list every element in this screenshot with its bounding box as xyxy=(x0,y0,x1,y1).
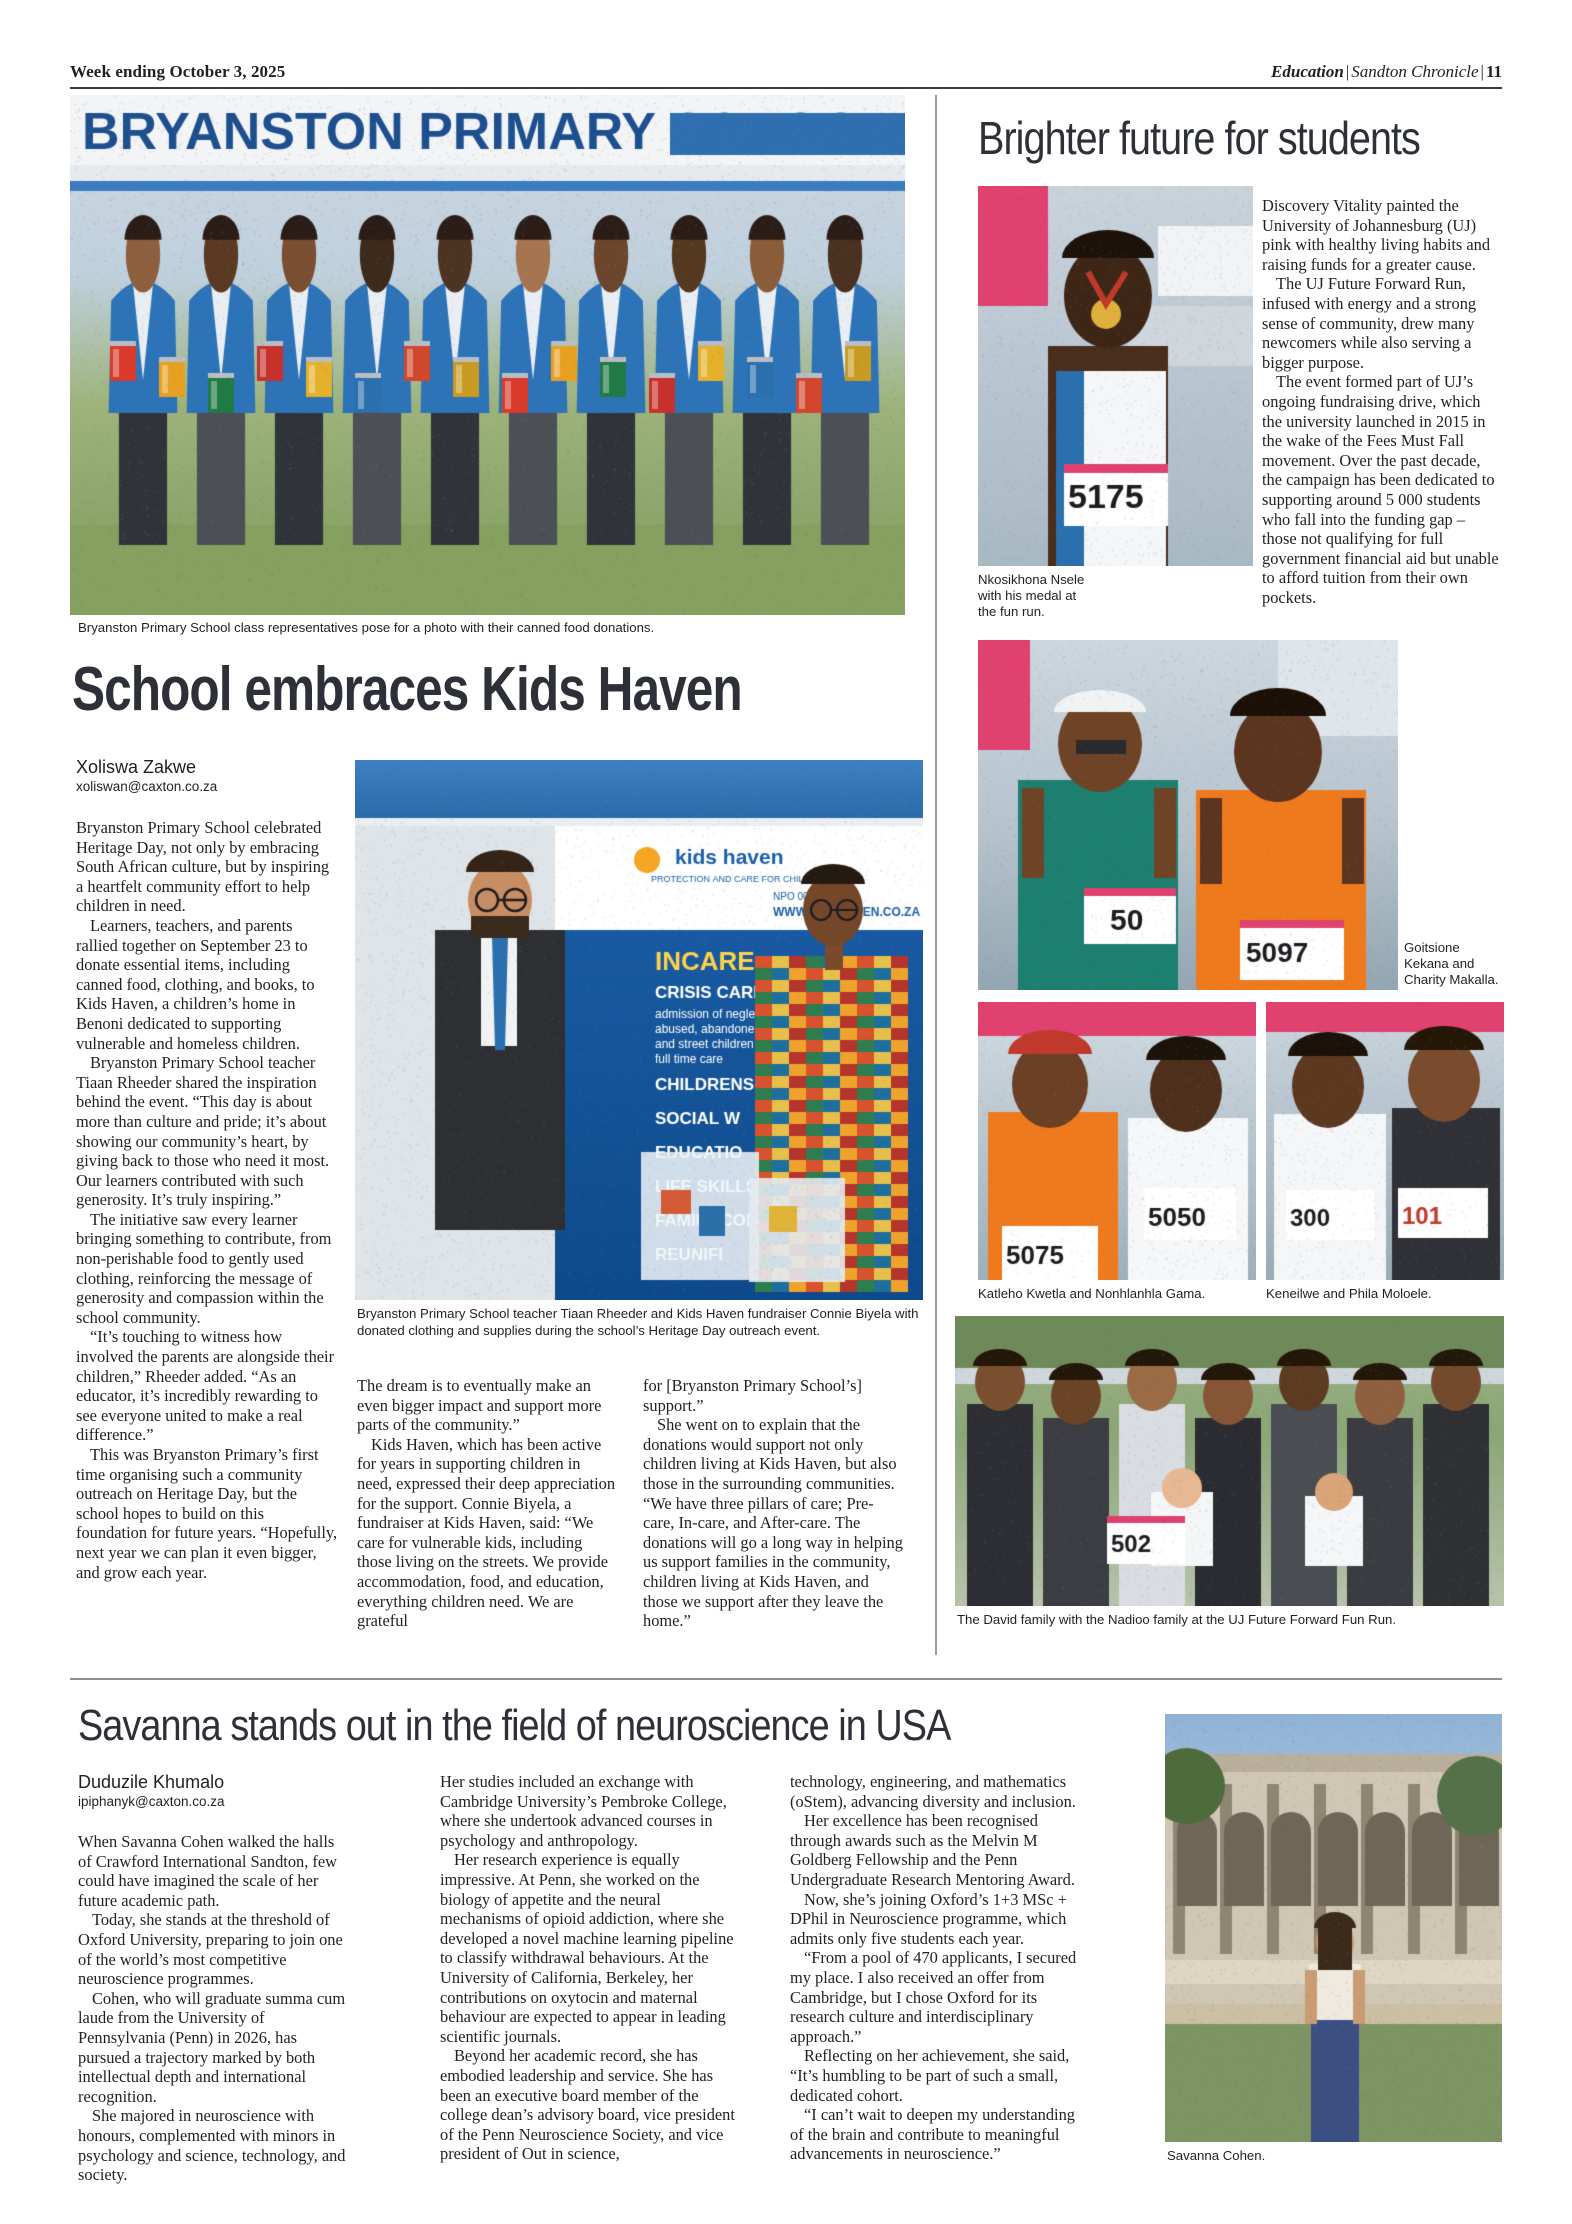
savanna-byline xyxy=(78,1772,358,1810)
hero-photo-caption: Bryanston Primary School class representatives pose for a photo with their canned food donations. xyxy=(78,620,655,635)
paragraph: Reflecting on her achievement, she said, “It’s humbling to be part of such a small, dedicated cohort. xyxy=(790,2046,1070,2105)
main-story-column-3 xyxy=(643,1376,905,1631)
uj-photo-katleho-caption: Katleho Kwetla and Nonhlanhla Gama. xyxy=(978,1286,1206,1301)
paragraph: Her excellence has been recognised through awards such as the Melvin M Goldberg Fellowship and the Penn Undergraduate Research Mentoring Award. xyxy=(790,1811,1075,1889)
inset-photo-teacher-fundraiser xyxy=(355,760,923,1300)
paragraph: Her studies included an exchange with Cambridge University’s Pembroke College, where she undertook advanced courses in psychology and anthropology. xyxy=(440,1772,727,1850)
paragraph: Bryanston Primary School teacher Tiaan Rheeder shared the inspiration behind the event. “This day is about more than culture and pride; it’s about showing our community’s heart, by giving back to those who need it most. Our learners contributed with such generosity. It’s truly inspiring.” xyxy=(76,1053,330,1210)
paragraph: “I can’t wait to deepen my understanding of the brain and contribute to meaningful advancements in neuroscience.” xyxy=(790,2105,1075,2164)
paragraph: The dream is to eventually make an even bigger impact and support more parts of the community.” xyxy=(357,1376,602,1435)
masthead-publication: Sandton Chronicle xyxy=(1351,62,1479,81)
savanna-story-column-2 xyxy=(440,1772,740,2164)
paragraph: The event formed part of UJ’s ongoing fundraising drive, which the university launched in 2015 in the wake of the Fees Must Fall movement. Over the past decade, the campaign has been dedicated to supporting around 5 000 students who fall into the funding gap – those not qualifying for full government financial aid but unable to afford tuition from their own pockets. xyxy=(1262,372,1499,607)
masthead-date: Week ending October 3, 2025 xyxy=(70,62,286,81)
savanna-photo xyxy=(1165,1714,1502,2142)
savanna-story-column-3 xyxy=(790,1772,1090,2164)
paragraph: The UJ Future Forward Run, infused with energy and a strong sense of community, drew many newcomers while also serving a bigger purpose. xyxy=(1262,274,1477,372)
paragraph: Now, she’s joining Oxford’s 1+3 MSc + DPhil in Neuroscience programme, which admits only five students each year. xyxy=(790,1889,1067,1948)
uj-photo-david-family xyxy=(955,1316,1504,1606)
paragraph: Beyond her academic record, she has embodied leadership and service. She has been an executive board member of the college dean’s advisory board, vice president of the Penn Neuroscience Society, and vice president of Out in science, xyxy=(440,2046,735,2164)
paragraph: Today, she stands at the threshold of Oxford University, preparing to join one of the world’s most competitive neuroscience programmes. xyxy=(78,1910,343,1989)
byline-author-email: xoliswan@caxton.co.za xyxy=(76,779,218,794)
savanna-photo-caption: Savanna Cohen. xyxy=(1167,2148,1266,2163)
uj-photo-keneilwe-phila xyxy=(1266,1002,1504,1280)
paragraph: Bryanston Primary School celebrated Heritage Day, not only by embracing South African culture, but by inspiring a heartfelt community effort to help children in need. xyxy=(76,818,330,916)
masthead-section-label: Education xyxy=(1271,62,1344,81)
main-story-column-2 xyxy=(357,1376,619,1631)
main-story-column-1 xyxy=(76,818,338,1582)
paragraph: She went on to explain that the donations would support not only children living at Kids Haven, but also those in the surrounding communities. “We have three pillars of care; Pre-care, In-care, and After-care. The donations will go a long way in helping us support families in the community, children living at Kids Haven, and those we support after they leave the home.” xyxy=(643,1415,903,1631)
uj-photo-katleho-nonhlanhla xyxy=(978,1002,1256,1280)
savanna-headline: Savanna stands out in the field of neuroscience in USA xyxy=(78,1701,951,1750)
column-divider-vertical xyxy=(935,95,937,1655)
uj-photo-keneilwe-caption: Keneilwe and Phila Moloele. xyxy=(1266,1286,1432,1301)
hero-photo-school-learners xyxy=(70,95,905,615)
uj-photo-goitsione-caption: Goitsione Kekana and Charity Makalla. xyxy=(1404,940,1499,987)
uj-headline: Brighter future for students xyxy=(978,112,1420,164)
masthead-separator-1: | xyxy=(1345,62,1350,81)
masthead-separator-2: | xyxy=(1480,62,1484,81)
main-byline xyxy=(76,757,356,795)
paragraph: Discovery Vitality painted the University of Johannesburg (UJ) pink with healthy living habits and raising funds for a greater cause. xyxy=(1262,196,1491,274)
paragraph: She majored in neuroscience with honours, complemented with minors in psychology and science, technology, and society. xyxy=(78,2106,346,2185)
paragraph: “From a pool of 470 applicants, I secured my place. I also received an offer from Cambridge, but I chose Oxford for its research culture and interdisciplinary approach.” xyxy=(790,1948,1077,2046)
paragraph: technology, engineering, and mathematics (oStem), advancing diversity and inclusion. xyxy=(790,1772,1076,1811)
uj-photo-goitsione-charity xyxy=(978,640,1398,990)
uj-story-column xyxy=(1262,196,1500,607)
paragraph: Cohen, who will graduate summa cum laude from the University of Pennsylvania (Penn) in 2026, has pursued a trajectory marked by both intellectual depth and international recognition. xyxy=(78,1988,346,2106)
section-divider-rule xyxy=(70,1678,1502,1680)
byline-author-name: Xoliswa Zakwe xyxy=(76,757,197,777)
uj-photo-nkosikhona xyxy=(978,186,1253,566)
masthead-section-page xyxy=(1271,62,1502,82)
paragraph: This was Bryanston Primary’s first time organising such a community outreach on Heritage Day, but the school hopes to build on this foundation for future years. “Hopefully, next year we can plan it even bigger, and grow each year. xyxy=(76,1445,338,1582)
paragraph: Her research experience is equally impressive. At Penn, she worked on the biology of appetite and the neural mechanisms of opioid addiction, where she developed a novel machine learning pipeline to classify withdrawal behaviours. At the University of California, Berkeley, her contributions on oxytocin and maternal behaviour are expected to appear in leading scientific journals. xyxy=(440,1850,734,2046)
paragraph: Learners, teachers, and parents rallied together on September 23 to donate essential items, including canned food, clothing, and books, to Kids Haven, a children’s home in Benoni dedicated to supporting vulnerable and homeless children. xyxy=(76,915,315,1053)
uj-photo-david-family-caption: The David family with the Nadioo family at the UJ Future Forward Fun Run. xyxy=(957,1612,1397,1627)
paragraph: “It’s touching to witness how involved the parents are alongside their children,” Rheeder added. “As an educator, it’s incredibly rewarding to see everyone united to make a real difference.” xyxy=(76,1327,335,1445)
main-headline: School embraces Kids Haven xyxy=(72,655,742,724)
savanna-byline-author-email: ipiphanyk@caxton.co.za xyxy=(78,1794,225,1809)
masthead xyxy=(70,62,1502,89)
paragraph: The initiative saw every learner bringing something to contribute, from non-perishable food to gently used clothing, reinforcing the message of generosity and compassion within the school community. xyxy=(76,1209,332,1327)
uj-photo-nkosikhona-caption: Nkosikhona Nsele with his medal at the fun run. xyxy=(978,572,1085,619)
paragraph: for [Bryanston Primary School’s] support.” xyxy=(643,1376,862,1415)
paragraph: Kids Haven, which has been active for years in supporting children in need, expressed their deep appreciation for the support. Connie Biyela, a fundraiser at Kids Haven, said: “We care for vulnerable kids, including those living on the streets. We provide accommodation, food, and education, everything children need. We are grateful xyxy=(357,1434,616,1631)
savanna-byline-author-name: Duduzile Khumalo xyxy=(78,1772,225,1792)
masthead-page-number: 11 xyxy=(1485,62,1502,81)
savanna-story-column-1 xyxy=(78,1832,346,2185)
inset-photo-caption: Bryanston Primary School teacher Tiaan Rheeder and Kids Haven fundraiser Connie Biyela with donated clothing and supplies during the school’s Heritage Day outreach event. xyxy=(357,1306,919,1338)
paragraph: When Savanna Cohen walked the halls of Crawford International Sandton, few could have imagined the scale of her future academic path. xyxy=(78,1832,337,1910)
